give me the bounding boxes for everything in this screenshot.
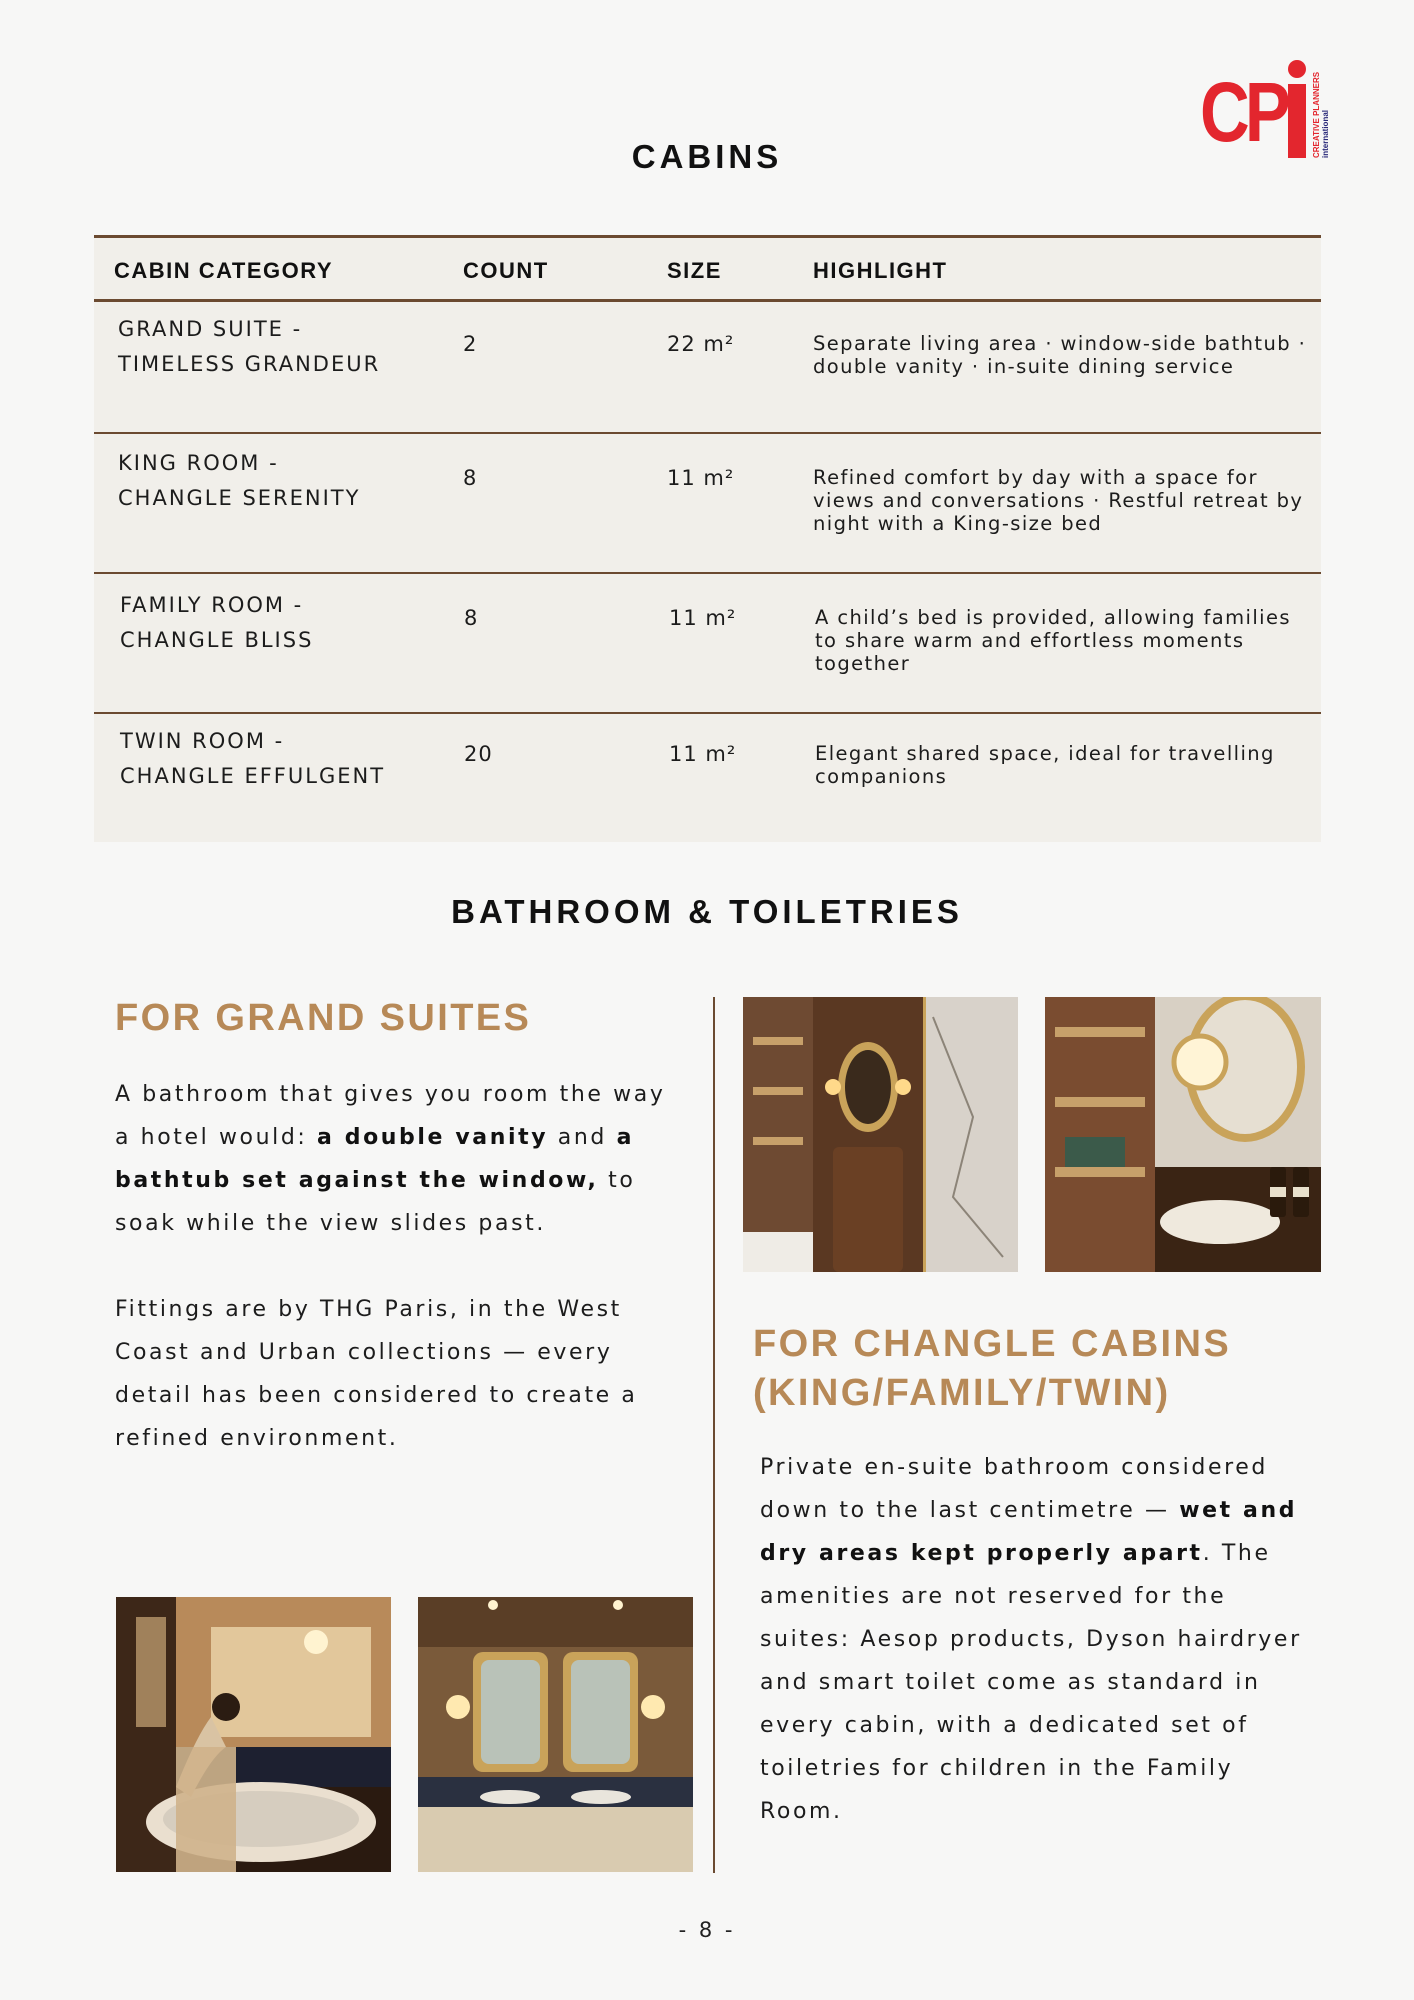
cabins-title: CABINS: [631, 138, 783, 175]
cabin-count: 8: [464, 606, 479, 630]
cabin-category: [120, 588, 313, 658]
cabin-size: 22 m²: [667, 332, 735, 356]
bold-text: a bathtub set against the window,: [115, 1125, 635, 1193]
column-divider: [713, 997, 715, 1873]
heading-line-1: FOR CHANGLE CABINS: [753, 1323, 1232, 1365]
cabin-count: 2: [463, 332, 478, 356]
table-row: [94, 302, 1321, 434]
shower-vanity-photo: [743, 997, 1018, 1272]
bathtub-photo: [116, 1597, 391, 1872]
heading-line-2: (KING/FAMILY/TWIN): [753, 1372, 1171, 1414]
page-number: - 8 -: [678, 1918, 736, 1942]
grand-suites-paragraph-1: [115, 1073, 675, 1245]
mirror-aesop-photo: [1045, 997, 1321, 1272]
text-span: . The amenities are not reserved for the suites: Aesop products, Dyson hairdryer and smart toilet come as standard in every cabin, with a dedicated set of toiletries for children in the Family Room.: [760, 1541, 1302, 1824]
cabin-category: [120, 724, 385, 794]
changle-cabins-section: [753, 1320, 1323, 1833]
double-vanity-photo: [418, 1597, 693, 1872]
cabins-table: [94, 235, 1321, 842]
header-highlight: HIGHLIGHT: [813, 258, 948, 283]
cabin-size: 11 m²: [669, 606, 737, 630]
cabin-count: 8: [463, 466, 478, 490]
text-span: A bathroom that gives you room the way a hotel would:: [115, 1082, 666, 1150]
text-span: Private en-suite bathroom considered down to the last centimetre —: [760, 1455, 1268, 1523]
grand-suites-heading: FOR GRAND SUITES: [115, 997, 532, 1039]
category-line-2: CHANGLE SERENITY: [118, 486, 361, 510]
grand-suites-section: [115, 990, 675, 1460]
category-line-1: TWIN ROOM -: [120, 729, 285, 753]
logo-tagline-2: international: [1321, 109, 1330, 158]
text-span: to soak while the view slides past.: [115, 1168, 636, 1236]
category-line-2: CHANGLE EFFULGENT: [120, 764, 386, 788]
cabin-size: 11 m²: [667, 466, 735, 490]
cabin-highlight: A child’s bed is provided, allowing families to share warm and effortless moments together: [815, 606, 1291, 675]
changle-cabins-heading: [753, 1320, 1323, 1418]
cabin-size: 11 m²: [669, 742, 737, 766]
category-line-2: TIMELESS GRANDEUR: [118, 352, 381, 376]
bold-text: a double vanity: [317, 1125, 549, 1150]
header-count: COUNT: [463, 258, 549, 283]
category-line-2: CHANGLE BLISS: [120, 628, 314, 652]
header-cabin-category: CABIN CATEGORY: [114, 258, 333, 283]
bathroom-title: BATHROOM & TOILETRIES: [451, 893, 963, 930]
cabin-highlight: Elegant shared space, ideal for travelling companions: [815, 742, 1275, 788]
bold-text: wet and dry areas kept properly apart: [760, 1498, 1298, 1566]
header-size: SIZE: [667, 258, 722, 283]
table-row: [94, 574, 1321, 714]
category-line-1: FAMILY ROOM -: [120, 593, 304, 617]
table-row: [94, 714, 1321, 842]
cabin-count: 20: [464, 742, 493, 766]
logo-i-dot: [1288, 60, 1306, 78]
category-line-1: KING ROOM -: [118, 451, 279, 475]
grand-suites-paragraph-2: Fittings are by THG Paris, in the West Coast and Urban collections — every detail has been considered to create a refined environment.: [115, 1297, 638, 1451]
cabin-highlight: Separate living area · window-side bathtub · double vanity · in-suite dining service: [813, 332, 1307, 378]
cabin-highlight: Refined comfort by day with a space for views and conversations · Restful retreat by night with a King-size bed: [813, 466, 1304, 535]
logo-letters: CP: [1200, 65, 1286, 159]
logo-tagline-1: CREATIVE PLANNERS: [1312, 71, 1321, 158]
text-span: and: [548, 1125, 617, 1150]
cabin-category: [118, 446, 360, 516]
table-header: [94, 235, 1321, 302]
category-line-1: GRAND SUITE -: [118, 317, 303, 341]
changle-cabins-paragraph: [760, 1446, 1323, 1833]
cabin-category: [118, 312, 380, 382]
table-row: [94, 434, 1321, 574]
